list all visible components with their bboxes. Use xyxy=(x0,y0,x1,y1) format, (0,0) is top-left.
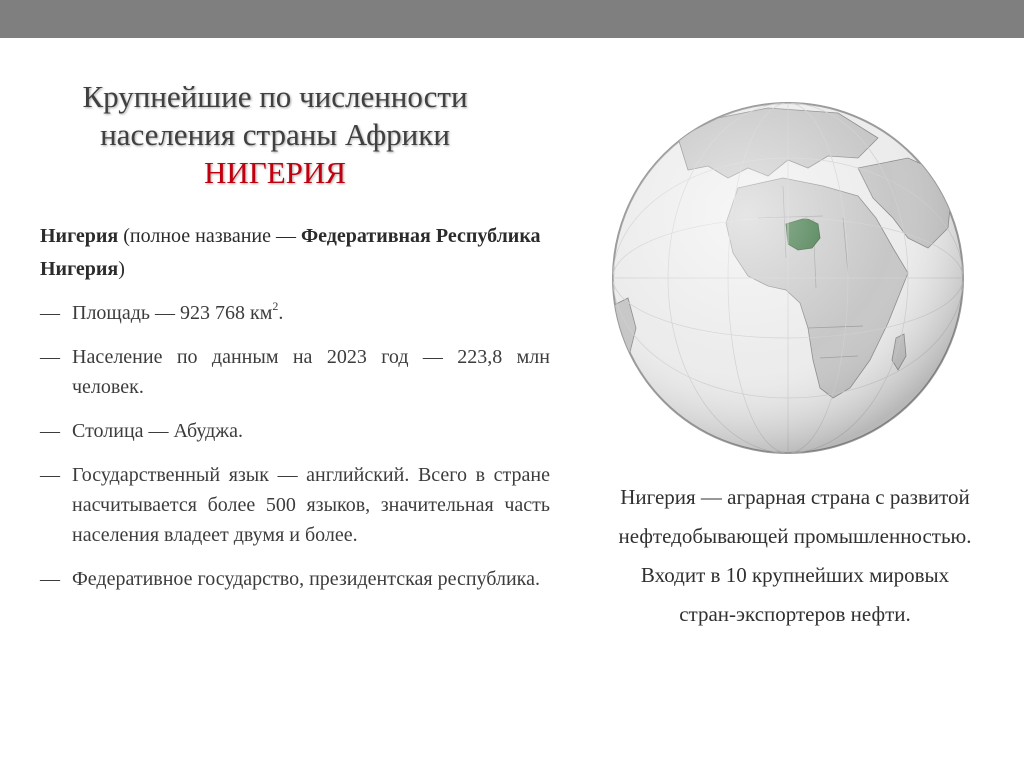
fact-government-text: Федеративное государство, президентская республика. xyxy=(72,568,540,590)
fact-area xyxy=(40,298,550,328)
intro-paragraph xyxy=(40,220,550,286)
intro-paren-close: ) xyxy=(118,258,125,280)
fact-capital xyxy=(40,416,550,446)
slide-title xyxy=(40,78,510,192)
title-highlight: НИГЕРИЯ xyxy=(204,155,346,190)
dash-bullet: — xyxy=(40,302,60,324)
facts-list xyxy=(40,298,550,608)
country-full-name: Федеративная Республика Нигерия xyxy=(40,225,541,280)
dash-bullet: — xyxy=(40,346,60,368)
fact-area-end: . xyxy=(278,302,284,324)
fact-government xyxy=(40,564,550,594)
fact-area-superscript: 2 xyxy=(272,299,279,313)
title-line-1: Крупнейшие по численности xyxy=(82,79,468,114)
fact-area-text: Площадь — 923 768 км xyxy=(72,302,273,324)
title-line-2: населения страны Африки xyxy=(100,117,450,152)
fact-language xyxy=(40,460,550,550)
top-bar xyxy=(0,0,1024,38)
country-name: Нигерия xyxy=(40,225,119,247)
intro-paren-open: (полное название — xyxy=(118,225,301,247)
fact-language-text: Государственный язык — английский. Всего в стране насчитывается более 500 языков, значительная часть населения владеет двумя и более. xyxy=(72,464,550,546)
globe-map-image xyxy=(608,98,968,458)
side-note: Нигерия — аграрная страна с развитой нефтедобывающей промышленностью. Входит в 10 крупнейших мировых стран-экспортеров нефти. xyxy=(618,485,972,626)
fact-population xyxy=(40,342,550,402)
dash-bullet: — xyxy=(40,420,60,442)
dash-bullet: — xyxy=(40,568,60,590)
fact-capital-text: Столица — Абуджа. xyxy=(72,420,244,442)
fact-population-text: Население по данным на 2023 год — 223,8 млн человек. xyxy=(72,346,550,398)
dash-bullet: — xyxy=(40,464,60,486)
globe-shading xyxy=(613,103,963,453)
